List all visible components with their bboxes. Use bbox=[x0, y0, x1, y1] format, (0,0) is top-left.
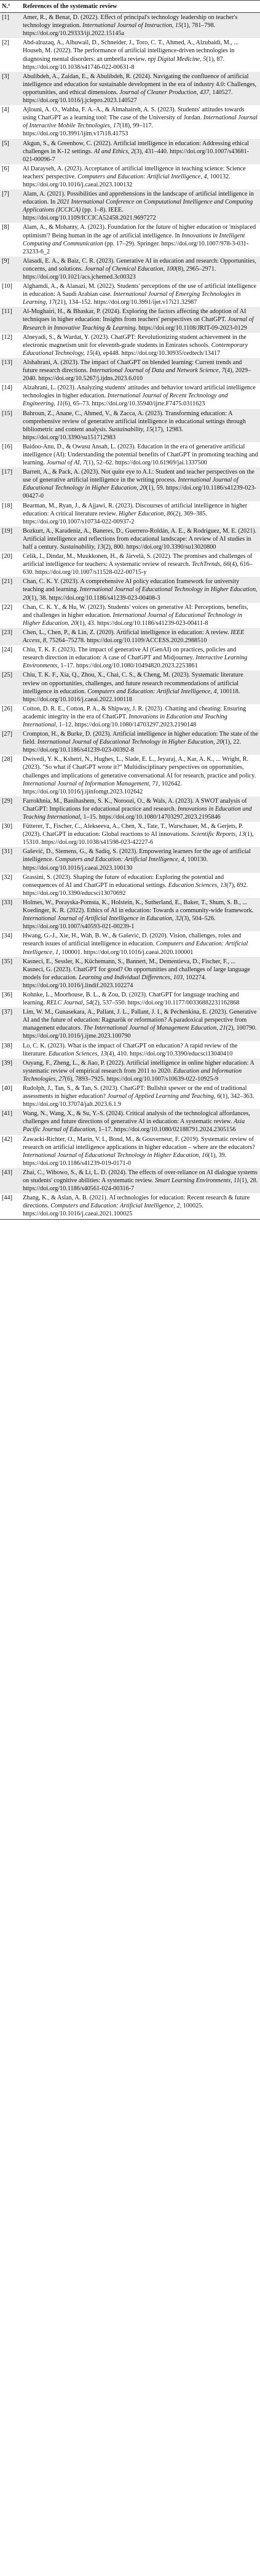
citation-text: Crompton, H., & Burke, D. (2023). Artificial intelligence in higher education: The state of the field. bbox=[23, 731, 258, 746]
citation-text: (1), 87. https://doi.org/10.1038/s41746-022-00631-8 bbox=[23, 55, 225, 71]
reference-citation bbox=[21, 898, 260, 931]
table-row bbox=[0, 256, 260, 282]
reference-number: [36] bbox=[2, 991, 12, 998]
table-row bbox=[0, 931, 260, 956]
reference-number: [40] bbox=[2, 1085, 12, 1092]
citation-text: , 100118. https://doi.org/10.1016/j.caeai.2022.100118 bbox=[23, 688, 240, 703]
citation-text: , 100001. https://doi.org/10.1016/j.caeai.2020.100001 bbox=[58, 948, 194, 956]
journal-title: Journal of Cleaner Production, 437 bbox=[119, 89, 210, 96]
citation-text: , 100130. https://doi.org/10.1016/j.caeai.2023.100130 bbox=[23, 856, 208, 872]
table-row bbox=[0, 527, 260, 552]
reference-number: [31] bbox=[2, 848, 12, 856]
citation-text: Chiu, T. K. F., Xia, Q., Zhou, X., Chai, C. S., & Cheng, M. (2023). Systematic literature review on opportunities, challenges, and future research recommendations of artificial intelligence in education. bbox=[23, 672, 243, 695]
reference-number: [5] bbox=[2, 140, 9, 147]
reference-citation bbox=[21, 38, 260, 71]
reference-citation bbox=[21, 670, 260, 704]
journal-title: Sustainability, 15 bbox=[109, 426, 152, 433]
reference-number: [28] bbox=[2, 756, 12, 763]
table-row bbox=[0, 1059, 260, 1084]
reference-number: [35] bbox=[2, 958, 12, 965]
citation-text: , 1–12. https://doi.org/10.1080/14703297.2023.2190148 bbox=[55, 721, 197, 728]
journal-title: Computers and Education: Artificial Intelligence, 2 bbox=[50, 1203, 180, 1210]
citation-text: , 1–17. https://doi.org/10.1080/10494820.2023.2253861 bbox=[57, 662, 198, 670]
reference-citation bbox=[21, 577, 260, 602]
citation-text: (3), 504–526. https://doi.org/10.1007/s40593-021-00239-1 bbox=[23, 915, 216, 931]
journal-title: International Journal of Data and Network Science, 7 bbox=[89, 367, 225, 375]
reference-citation bbox=[21, 189, 260, 223]
citation-text: , 1–15. https://doi.org/10.1080/14703297.2023.2195846 bbox=[80, 814, 221, 821]
citation-text: (4), ep448. https://doi.org/10.30935/cedtech/13417 bbox=[92, 349, 221, 357]
reference-number: [37] bbox=[2, 1009, 12, 1016]
journal-title: Computers and Education: Artificial Intelligence, 4 bbox=[77, 173, 207, 180]
citation-text: Gašević, D., Siemens, G., & Sadiq, S. (2023). Empowering learners for the age of artificial intelligence. bbox=[23, 848, 251, 864]
citation-text: Hwang, G.-J., Xie, H., Wah, B. W., & Gašević, D. (2020). Vision, challenges, roles and research issues of artificial intelligence in education. bbox=[23, 932, 242, 948]
reference-number: [44] bbox=[2, 1195, 12, 1202]
journal-title: Contemporary Educational Technology, 15 bbox=[23, 341, 248, 357]
reference-number: [42] bbox=[2, 1135, 12, 1143]
reference-number: [6] bbox=[2, 165, 9, 172]
citation-text: Alasadi, E. A., & Baiz, C. R. (2023). Generative AI in education and research: Opportunities, concerns, and solutions. bbox=[23, 257, 256, 272]
journal-title: International Journal of Educational Technology in Higher Education, 20 bbox=[37, 739, 223, 746]
journal-title: International Journal of Emerging Technologies in Learning, 17 bbox=[23, 291, 241, 306]
table-row bbox=[0, 383, 260, 408]
journal-title: AI and Ethics, 2 bbox=[93, 148, 135, 155]
table-row bbox=[0, 1041, 260, 1059]
reference-number: [14] bbox=[2, 384, 12, 392]
reference-citation bbox=[21, 256, 260, 282]
reference-citation bbox=[21, 223, 260, 256]
reference-citation bbox=[21, 282, 260, 307]
reference-citation bbox=[21, 1041, 260, 1059]
reference-number: [12] bbox=[2, 333, 12, 341]
table-row bbox=[0, 847, 260, 872]
citation-text: Farrokhnia, M., Banihashem, S. K., Noroozi, O., & Wals, A. (2023). A SWOT analysis of ChatGPT: Implications for educational practice and research. bbox=[23, 797, 247, 813]
reference-number: [13] bbox=[2, 359, 12, 366]
reference-number: [25] bbox=[2, 672, 12, 679]
citation-text: (6), 65–73. https://doi.org/10.35940/ijrte.F7475.0311623 bbox=[62, 400, 205, 408]
reference-number: [34] bbox=[2, 932, 12, 940]
table-row bbox=[0, 1193, 260, 1219]
table-row bbox=[0, 729, 260, 755]
reference-number: [21] bbox=[2, 578, 12, 586]
reference-citation bbox=[21, 1109, 260, 1134]
table-row bbox=[0, 105, 260, 138]
reference-citation bbox=[21, 847, 260, 872]
citation-text: Dwivedi, Y. K., Kshetri, N., Hughes, L., Slade, E. L., Jeyaraj, A., Kar, A. K., ... Wright, R. (2023). "So what if ChatGPT wrote it?" Multidisciplinary perspectives on opportunities, challenges and implications of generative conversational AI for research, practice and policy. bbox=[23, 756, 256, 779]
table-row bbox=[0, 797, 260, 822]
citation-text: (2), 100790. https://doi.org/10.1016/j.ijme.2023.100790 bbox=[23, 1025, 257, 1040]
citation-text: (6), 7893–7925. https://doi.org/10.1007/s10639-022-10925-9 bbox=[65, 1075, 219, 1083]
citation-text: Kohnke, L., Moorhouse, B. L., & Zou, D. (2023). ChatGPT for language teaching and learning. bbox=[23, 991, 239, 1007]
table-row bbox=[0, 333, 260, 358]
citation-text: (7), 692. https://doi.org/10.3390/educsci13070692 bbox=[23, 881, 248, 897]
reference-number: [19] bbox=[2, 527, 12, 535]
table-header bbox=[0, 1, 260, 13]
table-row bbox=[0, 307, 260, 332]
reference-citation bbox=[21, 552, 260, 577]
table-row bbox=[0, 755, 260, 796]
reference-number: [29] bbox=[2, 797, 12, 805]
reference-citation bbox=[21, 1008, 260, 1041]
reference-citation bbox=[21, 822, 260, 847]
reference-citation bbox=[21, 1135, 260, 1168]
reference-citation bbox=[21, 467, 260, 501]
citation-text: (1), 52–62. https://doi.org/10.61969/jai.1337500 bbox=[85, 459, 207, 467]
reference-citation bbox=[21, 409, 260, 442]
citation-text: Celik, I., Dindar, M., Muukkonen, H., & Järvelä, S. (2022). The promises and challenges of artificial intelligence for teachers: A systematic review of research. bbox=[23, 553, 253, 568]
journal-title: International Journal of Educational Technology in Higher Education, 16 bbox=[23, 1151, 208, 1159]
journal-title: Higher Education, 86 bbox=[119, 510, 173, 517]
journal-title: Computers and Education: Artificial Intelligence, 4 bbox=[87, 688, 217, 695]
reference-number: [26] bbox=[2, 705, 12, 712]
header-row bbox=[0, 1, 260, 13]
reference-citation bbox=[21, 603, 260, 628]
reference-citation bbox=[21, 704, 260, 729]
table-row bbox=[0, 189, 260, 223]
journal-title: International Journal of Educational Technology in Higher Education, 20 bbox=[23, 586, 258, 602]
citation-text: , 102274. https://doi.org/10.1016/j.lindif.2023.102274 bbox=[23, 974, 207, 989]
citation-text: Grassini, S. (2023). Shaping the future of education: Exploring the potential and consequences of AI and ChatGPT in educational settings. bbox=[23, 873, 224, 889]
table-row bbox=[0, 1008, 260, 1041]
journal-title: Education Sciences, 13 bbox=[168, 881, 227, 889]
citation-text: (4), 2029–2040. https://doi.org/10.5267/j.ijdns.2023.6.010 bbox=[23, 367, 251, 383]
table-row bbox=[0, 501, 260, 527]
table-row bbox=[0, 358, 260, 383]
table-row bbox=[0, 13, 260, 39]
journal-title: Scientific Reports, 13 bbox=[191, 831, 245, 838]
citation-text: Bearman, M., Ryan, J., & Ajjawi, R. (2023). Discourses of artificial intelligence in higher education: A critical literature review. bbox=[23, 502, 248, 517]
citation-text: (17), 12983. https://doi.org/10.3390/su151712983 bbox=[23, 426, 183, 441]
citation-text: Alam, A., & Mohanty, A. (2023). Foundation for the future of higher education or 'misplaced optimism'? Being human in the age of artificial intelligence. In bbox=[23, 224, 256, 239]
table-row bbox=[0, 72, 260, 105]
journal-title: Smart Learning Environments, 11 bbox=[155, 1177, 240, 1185]
table-row bbox=[0, 990, 260, 1008]
citation-text: Chiu, T. K. F. (2023). The impact of generative AI (GenAI) on practices, policies and research direction in education: A case of ChatGPT and Midjourney. bbox=[23, 646, 237, 662]
reference-number: [27] bbox=[2, 731, 12, 738]
reference-citation bbox=[21, 1193, 260, 1219]
citation-text: Zhai, C., Wibowo, S., & Li, L. D. (2024). The effects of over-reliance on AI dialogue systems on students' cognitive abilities: A systematic review. bbox=[23, 1169, 258, 1185]
citation-text: , 1–17. https://doi.org/10.1080/02188791.2024.2305156 bbox=[95, 1126, 236, 1134]
reference-citation bbox=[21, 13, 260, 39]
citation-text: , 140527. https://doi.org/10.1016/j.jclepro.2023.140527 bbox=[23, 89, 233, 105]
reference-number: [17] bbox=[2, 469, 12, 476]
citation-text: , 102642. https://doi.org/10.1016/j.ijinfomgt.2023.102642 bbox=[23, 780, 182, 795]
reference-number: [3] bbox=[2, 73, 9, 80]
reference-citation bbox=[21, 755, 260, 796]
reference-citation bbox=[21, 628, 260, 645]
reference-number: [20] bbox=[2, 553, 12, 560]
table-row bbox=[0, 603, 260, 628]
citation-text: Bahroun, Z., Anane, C., Ahmed, V., & Zacca, A. (2023). Transforming education: A comprehensive review of generative artificial intelligence in educational settings through bibliometric and content analysis. bbox=[23, 410, 246, 433]
reference-citation bbox=[21, 990, 260, 1008]
citation-text: Baidoo-Anu, D., & Owusu Ansah, L. (2023). Education in the era of generative artificial intelligence (AI): Understanding the potential benefits of ChatGPT in promoting teaching and learning. bbox=[23, 443, 258, 467]
header-number: N.º bbox=[2, 3, 10, 10]
table-row bbox=[0, 223, 260, 256]
journal-title: International Journal of Information Management, 71 bbox=[23, 780, 159, 787]
citation-text: (4), 410. https://doi.org/10.3390/educsci13040410 bbox=[106, 1050, 233, 1057]
table-row bbox=[0, 1084, 260, 1109]
table-row bbox=[0, 442, 260, 467]
citation-text: (21), 134–152. https://doi.org/10.3991/ijet.v17i21.32987 bbox=[55, 299, 197, 306]
reference-number: [4] bbox=[2, 106, 9, 114]
citation-text: . https://doi.org/10.1108/JRIT-09-2023-0129 bbox=[135, 324, 247, 332]
reference-number: [18] bbox=[2, 502, 12, 509]
journal-title: Learning and Individual Differences, 103 bbox=[79, 974, 183, 981]
journal-title: 2021 International Conference on Computational Intelligence and Computing Applications (ICCICA) bbox=[23, 199, 253, 214]
citation-text: Alzahrani, L. (2023). Analyzing students' attitudes and behavior toward artificial intelligence technologies in higher education. bbox=[23, 384, 256, 400]
citation-text: Alghamdi, A., & Alanazi, M. (2022). Students' perceptions of the use of artificial intelligence in education: A Saudi Arabian case. bbox=[23, 283, 257, 298]
journal-title: Computers and Education: Artificial Intelligence, 1 bbox=[23, 940, 248, 956]
reference-citation bbox=[21, 527, 260, 552]
journal-title: Journal of Chemical Education, 100 bbox=[84, 265, 176, 272]
table-row bbox=[0, 139, 260, 164]
journal-title: International Journal of Artificial Intelligence in Education, 32 bbox=[23, 915, 182, 923]
citation-text: (1), 342–363. https://doi.org/10.37074/jalt.2023.6.1.9 bbox=[23, 1093, 254, 1108]
table-row bbox=[0, 822, 260, 847]
reference-citation bbox=[21, 645, 260, 670]
citation-text: (8), 2965–2971. https://doi.org/10.1021/acs.jchemed.3c00323 bbox=[23, 265, 216, 280]
table-row bbox=[0, 1109, 260, 1134]
reference-number: [43] bbox=[2, 1169, 12, 1176]
reference-number: [9] bbox=[2, 257, 9, 264]
citation-text: Cotton, D. R. E., Cotton, P. A., & Shipway, J. R. (2023). Chatting and cheating: Ensuring academic integrity in the era of ChatGPT. bbox=[23, 705, 246, 720]
citation-text: (pp. 1–8). IEEE. https://doi.org/10.1109/ICCICA52458.2021.9697272 bbox=[23, 207, 156, 222]
citation-text: (1), 59. https://doi.org/10.1186/s41239-023-00427-0 bbox=[23, 485, 256, 500]
citation-text: (1), 22. https://doi.org/10.1186/s41239-023-00392-8 bbox=[23, 739, 242, 754]
reference-citation bbox=[21, 1168, 260, 1193]
reference-number: [23] bbox=[2, 629, 12, 636]
table-row bbox=[0, 1168, 260, 1193]
header-references: References of the systematic review bbox=[23, 3, 117, 10]
table-row bbox=[0, 164, 260, 189]
reference-citation bbox=[21, 105, 260, 138]
citation-text: (1), 43. https://doi.org/10.1186/s41239-023-00411-8 bbox=[77, 619, 208, 627]
reference-citation bbox=[21, 729, 260, 755]
journal-title: Education Sciences, 13 bbox=[48, 1050, 107, 1057]
reference-number: [1] bbox=[2, 14, 9, 22]
journal-title: Education and Information Technologies, 27 bbox=[23, 1067, 242, 1083]
citation-text: Abulibdeh, A., Zaidan, E., & Abulibdeh, R. (2024). Navigating the confluence of artificial intelligence and education for sustainable development in the era of industry 4.0: Challenges, opportunities, and ethical dimensions. bbox=[23, 73, 257, 96]
reference-number: [41] bbox=[2, 1110, 12, 1118]
table-body bbox=[0, 13, 260, 1219]
references-table bbox=[0, 0, 260, 1220]
citation-text: (1), 39. https://doi.org/10.1186/s41239-019-0171-0 bbox=[23, 1151, 227, 1167]
citation-text: Rudolph, J., Tan, S., & Tan, S. (2023). ChatGPT: Bullshit spewer or the end of traditional assessments in higher education? bbox=[23, 1085, 247, 1100]
table-row bbox=[0, 957, 260, 990]
citation-text: Alneyadi, S., & Wardat, Y. (2023). ChatGPT: Revolutionizing student achievement in the electronic magnetism unit for eleventh-grade students in Emirates schools. bbox=[23, 333, 246, 349]
table-row bbox=[0, 409, 260, 442]
journal-title: npj Digital Medicine, 5 bbox=[148, 55, 207, 63]
citation-text: (18), 99–117. https://doi.org/10.3991/ijim.v17i18.41753 bbox=[23, 122, 154, 138]
citation-text: (1), 28. https://doi.org/10.1186/s40561-024-00316-7 bbox=[23, 1177, 258, 1193]
table-row bbox=[0, 645, 260, 670]
table-row bbox=[0, 704, 260, 729]
journal-title: Journal of Research in Innovative Teaching & Learning bbox=[23, 316, 254, 332]
reference-citation bbox=[21, 358, 260, 383]
citation-text: Lo, C. K. (2023). What is the impact of ChatGPT on education? A rapid review of the literature. bbox=[23, 1042, 238, 1057]
journal-title: RELC Journal, 54 bbox=[46, 1000, 92, 1007]
journal-title: Innovations in Education and Teaching International bbox=[23, 805, 252, 821]
table-row bbox=[0, 628, 260, 645]
citation-text: , 100132. https://doi.org/10.1016/j.caeai.2023.100132 bbox=[23, 173, 230, 188]
citation-text: Ouyang, F., Zheng, L., & Jiao, P. (2022). Artificial intelligence in online higher education: A systematic review of empirical research from 2011 to 2020. bbox=[23, 1059, 254, 1075]
reference-number: [7] bbox=[2, 191, 9, 198]
reference-citation bbox=[21, 501, 260, 527]
reference-number: [8] bbox=[2, 224, 9, 231]
citation-text: Al-Mughairi, H., & Bhaskar, P. (2024). Exploring the factors affecting the adoption of AI techniques in higher education: Insights from teachers' perspectives on ChatGPT. bbox=[23, 308, 246, 324]
citation-text: Bozkurt, A., Karadeniz, A., Baneres, D., Guerrero-Roldán, A. E., & Rodríguez, M. E. (2021). Artificial intelligence and reflections from educational landscape: A review of AI studies in half a century. bbox=[23, 527, 257, 551]
journal-title: Innovations in Education and Teaching International bbox=[23, 713, 227, 728]
reference-number: [22] bbox=[2, 603, 12, 611]
citation-text: Kasneci, E., Sessler, K., Küchemann, S., Bannert, M., Dementieva, D., Fischer, F., ... Kasneci, G. (2023). ChatGPT for good? On opportunities and challenges of large language models for education. bbox=[23, 958, 250, 981]
citation-text: Ajlouni, A. O., Wahba, F. A.-A., & Almahaireh, A. S. (2023). Students' attitudes towards using ChatGPT as a learning tool: The case of the University of Jordan. bbox=[23, 106, 245, 122]
citation-text: (2), 800. https://doi.org/10.3390/su13020800 bbox=[103, 544, 216, 551]
journal-title: Innovations in Intelligent Computing and Communication bbox=[23, 232, 245, 247]
table-row bbox=[0, 282, 260, 307]
journal-title: The International Journal of Management Education, 21 bbox=[83, 1025, 226, 1032]
journal-title: Interactive Learning Environments bbox=[23, 654, 248, 670]
citation-text: (2), 537–550. https://doi.org/10.1177/00336882231162868 bbox=[92, 1000, 240, 1007]
citation-text: Fütterer, T., Fischer, C., Alekseeva, A., Chen, X., Tate, T., Warschauer, M., & Gerjets, P. (2023). ChatGPT in education: Global reactions to AI innovations. bbox=[23, 823, 243, 838]
citation-text: Chen, L., Chen, P., & Lin, Z. (2020). Artificial intelligence in education: A review. bbox=[23, 629, 231, 636]
reference-number: [38] bbox=[2, 1042, 12, 1049]
reference-citation bbox=[21, 1059, 260, 1084]
reference-citation bbox=[21, 873, 260, 898]
journal-title: International Journal of Interactive Mobile Technologies, 17 bbox=[23, 114, 258, 130]
citation-text: (2), 369–385. https://doi.org/10.1007/s10734-022-00937-2 bbox=[23, 510, 207, 525]
reference-number: [30] bbox=[2, 823, 12, 830]
citation-text: Akgun, S., & Greenhow, C. (2022). Artificial intelligence in education: Addressing ethical challenges in K-12 settings. bbox=[23, 140, 249, 155]
journal-title: TechTrends, 66 bbox=[191, 561, 230, 568]
reference-citation bbox=[21, 931, 260, 956]
journal-title: International Journal of Educational Technology in Higher Education, 20 bbox=[23, 611, 242, 627]
citation-text: (1), 38. https://doi.org/10.1186/s41239-023-00408-3 bbox=[29, 594, 160, 602]
citation-text: Zawacki-Richter, O., Marín, V. I., Bond, M., & Gouverneur, F. (2019). Systematic review of research on artificial intelligence applications in higher education – where are the educators? bbox=[23, 1135, 255, 1151]
citation-text: (1), 15310. https://doi.org/10.1038/s41598-023-42227-6 bbox=[23, 831, 254, 846]
citation-text: Zhang, K., & Aslan, A. B. (2021). AI technologies for education: Recent research & future directions. bbox=[23, 1195, 250, 1210]
citation-text: Al Darayseh, A. (2023). Acceptance of artificial intelligence in teaching science: Science teachers' perspective. bbox=[23, 165, 246, 180]
citation-text: Chan, C. K. Y. (2023). A comprehensive AI policy education framework for university teaching and learning. bbox=[23, 578, 240, 594]
table-row bbox=[0, 1135, 260, 1168]
journal-title: International Journal of Educational Technology in Higher Education, 20 bbox=[23, 477, 238, 492]
reference-number: [39] bbox=[2, 1059, 12, 1067]
citation-text: Abd-alrazaq, A., Alhuwail, D., Schneider, J., Toro, C. T., Ahmed, A., Alzubaidi, M., ... Househ, M. (2022). The performance of artificial intelligence-driven technologies in diagnosing mental disorders: an umbrella review. bbox=[23, 39, 239, 63]
table-row bbox=[0, 577, 260, 602]
reference-citation bbox=[21, 383, 260, 408]
table-row bbox=[0, 873, 260, 898]
reference-number: [16] bbox=[2, 443, 12, 450]
journal-title: Computers and Education: Artificial Intelligence, 4 bbox=[55, 856, 184, 864]
journal-title: Journal of Applied Learning and Teaching, 6 bbox=[107, 1093, 221, 1100]
reference-number: [2] bbox=[2, 39, 9, 47]
table-row bbox=[0, 38, 260, 71]
table-row bbox=[0, 670, 260, 704]
citation-text: Amer, R., & Benat, D. (2022). Effect of principal's technology leadership on teacher's technology integration. bbox=[23, 14, 238, 30]
citation-text: Chan, C. K. Y., & Hu, W. (2023). Students' voices on generative AI: Perceptions, benefits, and challenges in higher education. bbox=[23, 603, 248, 619]
table-row bbox=[0, 467, 260, 501]
journal-title: Sustainability, 13 bbox=[60, 544, 104, 551]
reference-citation bbox=[21, 442, 260, 467]
reference-number: [15] bbox=[2, 410, 12, 417]
table-row bbox=[0, 898, 260, 931]
journal-title: Journal of AI, 7 bbox=[46, 459, 86, 467]
reference-citation bbox=[21, 797, 260, 822]
journal-title: International Journal of Recent Technology and Engineering, 11 bbox=[23, 392, 228, 408]
reference-citation bbox=[21, 164, 260, 189]
reference-number: [10] bbox=[2, 283, 12, 290]
citation-text: (1), 781–798. https://doi.org/10.29333/iji.2022.15145a bbox=[23, 22, 216, 38]
reference-number: [32] bbox=[2, 873, 12, 881]
reference-citation bbox=[21, 957, 260, 990]
reference-number: [33] bbox=[2, 899, 12, 906]
citation-text: Lim, W. M., Gunasekara, A., Pallant, J. L., Pallant, J. I., & Pechenkina, E. (2023). Generative AI and the future of education: Ragnarök or reformation? A paradoxical perspective from management educators. bbox=[23, 1009, 257, 1032]
journal-title: Asia Pacific Journal of Education bbox=[23, 1118, 245, 1134]
reference-citation bbox=[21, 307, 260, 332]
reference-citation bbox=[21, 72, 260, 105]
journal-title: IEEE Access, 8 bbox=[23, 629, 245, 645]
reference-number: [11] bbox=[2, 308, 12, 316]
reference-citation bbox=[21, 333, 260, 358]
citation-text: Barrett, A., & Pack, A. (2023). Not quite eye to A.I.: Student and teacher perspectives on the use of generative artificial intelligence in the writing process. bbox=[23, 469, 254, 484]
citation-text: , 100025. https://doi.org/10.1016/j.caeai.2021.100025 bbox=[23, 1203, 203, 1218]
table-row bbox=[0, 552, 260, 577]
citation-text: Holmes, W., Porayska-Pomsta, K., Holstein, K., Sutherland, E., Baker, T., Shum, S. B., ... Koedinger, K. R. (2022). Ethics of AI in education: Towards a community-wide framework. bbox=[23, 899, 254, 915]
journal-title: International Journal of Instruction, 15 bbox=[82, 22, 182, 30]
citation-text: , 75264–75278. https://doi.org/10.1109/ACCESS.2020.2988510 bbox=[45, 637, 207, 645]
citation-text: Alshahrani, A. (2023). The impact of ChatGPT on blended learning: Current trends and future research directions. bbox=[23, 359, 242, 375]
citation-text: Alam, A. (2021). Possibilities and apprehensions in the landscape of artificial intelligence in education. In bbox=[23, 191, 254, 206]
citation-text: (3), 431–440. https://doi.org/10.1007/s43681-021-00096-7 bbox=[23, 148, 249, 163]
citation-text: (pp. 17–29). Springer. https://doi.org/10.1007/978-3-031-23233-6_2 bbox=[23, 240, 249, 255]
reference-number: [24] bbox=[2, 646, 12, 654]
citation-text: Wang, N., Wang, X., & Su, Y.-S. (2024). Critical analysis of the technological affordances, challenges and future directions of generative AI in education: A systematic review. bbox=[23, 1110, 250, 1126]
reference-citation bbox=[21, 139, 260, 164]
citation-text: (4), 616–630. https://doi.org/10.1007/s11528-022-00715-y bbox=[23, 561, 253, 576]
reference-citation bbox=[21, 1084, 260, 1109]
